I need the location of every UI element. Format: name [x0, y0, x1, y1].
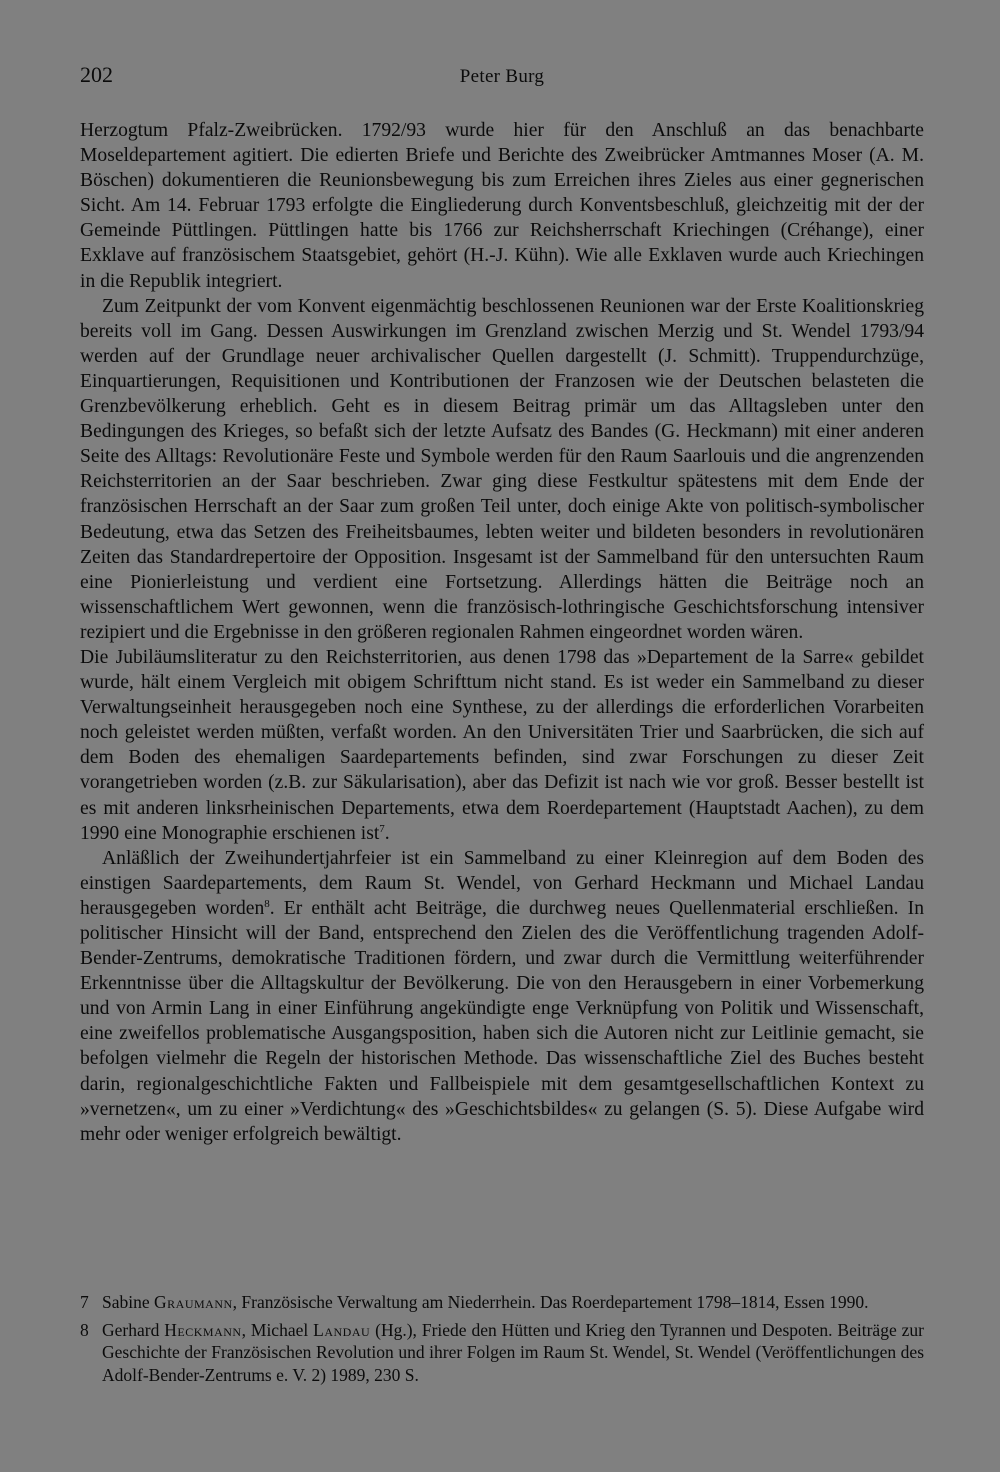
page-header [80, 62, 924, 92]
footnote-author-first: Sabine [102, 1292, 150, 1312]
running-head-author: Peter Burg [459, 66, 545, 87]
paragraph [80, 846, 924, 1147]
page-number: 202 [80, 62, 113, 87]
footnote-number: 7 [80, 1292, 89, 1312]
paragraph-text: Herzogtum Pfalz-Zweibrücken. 1792/93 wurde hier für den Anschluß an das benachbarte Moseldepartement agitiert. Die edierten Briefe und Berichte des Zweibrücker Amtmannes Moser (A. M. Böschen) dokumentieren die Reunionsbewegung bis zum Erreichen ihres Zieles aus einer gegnerischen Sicht. Am 14. Februar 1793 erfolgte die Eingliederung durch Konventsbeschluß, gleichzeitig mit der der Gemeinde Püttlingen. Püttlingen hatte bis 1766 zur Reichsherrschaft Kriechingen (Créhange), einer Exklave auf französischem Staatsgebiet, gehört (H.-J. Kühn). Wie alle Exklaven wurde auch Kriechingen in die Republik integriert. [80, 120, 924, 292]
footnote-author-surname: Graumann [154, 1292, 233, 1312]
paragraph-text: Zum Zeitpunkt der vom Konvent eigenmächtig beschlossenen Reunionen war der Erste Koalitionskrieg bereits voll im Gang. Dessen Auswirkungen im Grenzland zwischen Merzig und St. Wendel 1793/94 werden auf der Grundlage neuer archivalischer Quellen dargestellt (J. Schmitt). Truppendurchzüge, Einquartierungen, Requisitionen und Kontributionen der Franzosen wie der Deutschen belasteten die Grenzbevölkerung erheblich. Geht es in diesem Beitrag primär um das Alltagsleben unter den Bedingungen des Krieges, so befaßt sich der letzte Aufsatz des Bandes (G. Heckmann) mit einer anderen Seite des Alltags: Revolutionäre Feste und Symbole werden für den Raum Saarlouis und die angrenzenden Reichsterritorien an der Saar beschrieben. Zwar ging diese Festkultur spätestens mit dem Ende der französischen Herrschaft an der Saar zum großen Teil unter, doch einige Akte von politisch-symbolischer Bedeutung, etwa das Setzen des Freiheitsbaumes, lebten weiter und bildeten besonders in revolutionären Zeiten das Standardrepertoire der Opposition. Insgesamt ist der Sammelband für den untersuchten Raum eine Pionierleistung und verdient eine Fortsetzung. Allerdings hätten die Beiträge noch an wissenschaftlichem Wert gewonnen, wenn die französisch-lothringische Geschichtsforschung intensiver rezipiert und die Ergebnisse in den größeren regionalen Rahmen eingeordnet worden wären. [80, 295, 924, 643]
paragraph [80, 645, 924, 846]
footnote-author-surname: Heckmann [164, 1319, 242, 1340]
paragraph-text-end: . [384, 822, 390, 844]
footnotes [80, 1291, 924, 1391]
footnote-text: (Hg.), Friede den Hütten und Krieg den Tyrannen und Despoten. Beiträge zur Geschichte der Französischen Revolution und ihrer Folgen im Raum St. Wendel, St. Wendel (Veröffentlichungen des Adolf-Bender-Zentrums e. V. 2) 1989, 230 S. [102, 1319, 924, 1385]
paragraph-text-end: . Er enthält acht Beiträge, die durchweg neues Quellenmaterial erschließen. In politischer Hinsicht will der Band, entsprechend den Zielen des die Veröffentlichung tragenden Adolf-Bender-Zentrums, demokratische Traditionen fördern, und zwar durch die Vermittlung weiterführender Erkenntnisse über die Alltagskultur der Bevölkerung. Die von den Herausgebern in einer Vorbemerkung und von Armin Lang in einer Einführung angekündigte enge Verknüpfung von Politik und Wissenschaft, eine zweifellos problematische Ausgangsposition, haben sich die Autoren nicht zur Leitlinie gemacht, sie befolgen vielmehr die Regeln der historischen Methode. Das wissenschaftliche Ziel des Buches besteht darin, regionalgeschichtliche Fakten und Fallbeispiele mit dem gesamtgesellschaftlichen Kontext zu »vernetzen«, um zu einer »Verdichtung« des »Geschichtsbildes« zu gelangen (S. 5). Diese Aufgabe wird mehr oder weniger erfolgreich bewältigt. [80, 897, 925, 1145]
footnote-reference[interactable]: 7 [379, 822, 385, 835]
paragraph-text: Anläßlich der Zweihundertjahrfeier ist ein Sammelband zu einer Kleinregion auf dem Boden des einstigen Saardepartements, dem Raum St. Wendel, von Gerhard Heckmann und Michael Landau herausgegeben worden [80, 847, 924, 919]
body-text [80, 118, 924, 1147]
footnote [80, 1319, 924, 1387]
footnote-author-surname: Landau [313, 1319, 371, 1340]
footnote [80, 1291, 924, 1314]
paragraph [80, 294, 924, 645]
footnote-author-first: Gerhard [102, 1319, 160, 1340]
footnote-text-middle: , Michael [241, 1319, 314, 1340]
paragraph-continuation [80, 118, 924, 294]
footnote-reference[interactable]: 8 [264, 897, 270, 910]
paragraph-text: Die Jubiläumsliteratur zu den Reichsterritorien, aus denen 1798 das »Departement de la Sarre« gebildet wurde, hält einem Vergleich mit obigem Schrifttum nicht stand. Es ist weder ein Sammelband zu dieser Verwaltungseinheit herausgegeben noch eine Synthese, zu der allerdings die erforderlichen Vorarbeiten noch geleistet werden müßten, verfaßt worden. An den Universitäten Trier und Saarbrücken, die sich auf dem Boden des ehemaligen Saardepartements befinden, sind zwar Forschungen zu dieser Zeit vorangetrieben worden (z.B. zur Säkularisation), aber das Defizit ist nach wie vor groß. Besser bestellt ist es mit anderen linksrheinischen Departements, etwa dem Roerdepartement (Hauptstadt Aachen), zu dem 1990 eine Monographie erschienen ist [80, 646, 924, 844]
footnote-text: , Französische Verwaltung am Niederrhein. Das Roerdepartement 1798–1814, Essen 1990. [232, 1292, 869, 1312]
footnote-number: 8 [80, 1319, 89, 1340]
